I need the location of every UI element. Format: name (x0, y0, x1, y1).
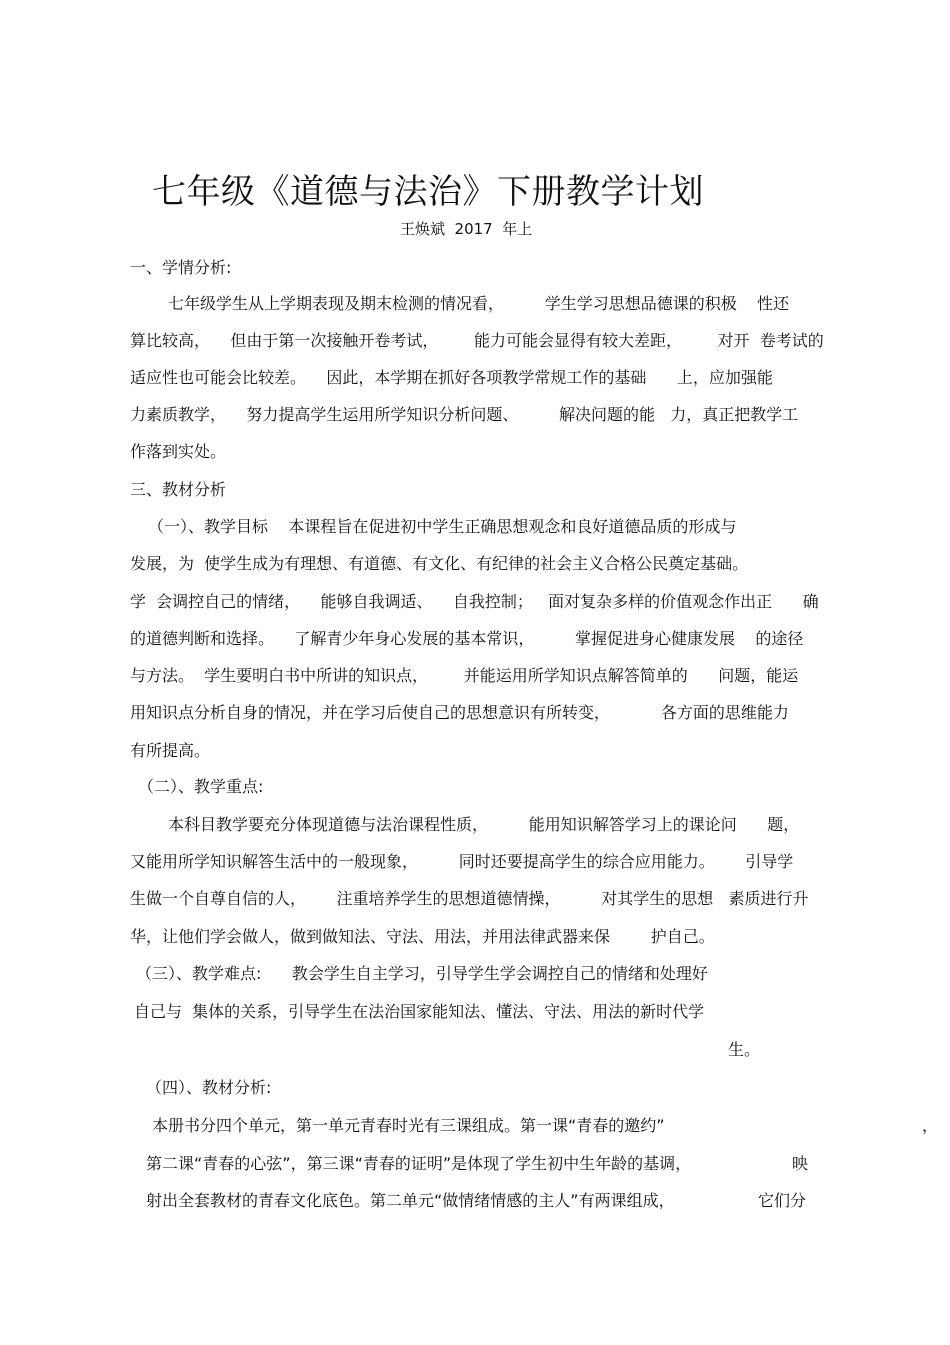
paragraph-line: 自己与 集体的关系，引导学生在法治国家能知法、懂法、守法、用法的新时代学 (134, 1002, 705, 1021)
paragraph-line: 华，让他们学会做人，做到做知法、守法、用法，并用法律武器来保 护自己。 (130, 927, 715, 946)
subsection-heading-analysis: （四）、教材分析: (146, 1078, 272, 1097)
paragraph-line-tail: ， (922, 1116, 939, 1135)
section-heading-textbook: 三、教材分析 (130, 480, 227, 499)
paragraph-line-tail: 映 (792, 1154, 809, 1173)
paragraph-line: 的道德判断和选择。 了解青少年身心发展的基本常识， 掌握促进身心健康发展 的途径 (130, 629, 804, 648)
paragraph-line: 又能用所学知识解答生活中的一般现象， 同时还要提高学生的综合应用能力。 引导学 (130, 852, 794, 871)
author-line: 王焕斌 2017 年上 (400, 220, 533, 238)
paragraph-line: （一）、教学目标 本课程旨在促进初中学生正确思想观念和良好道德品质的形成与 (148, 517, 737, 536)
section-heading-learning: 一、学情分析: (130, 258, 232, 277)
paragraph-line: （三）、教学难点: 教会学生自主学习，引导学生学会调控自己的情绪和处理好 (136, 964, 708, 983)
paragraph-line: 七年级学生从上学期表现及期末检测的情况看， 学生学习思想品德课的积极 性还 (168, 294, 790, 313)
paragraph-line: 本科目教学要充分体现道德与法治课程性质， 能用知识解答学习上的课论问 题， (168, 815, 800, 834)
paragraph-line: 力素质教学， 努力提高学生运用所学知识分析问题、 解决问题的能 力，真正把教学工 (130, 405, 799, 424)
paragraph-line: 生做一个自尊自信的人， 注重培养学生的思想道德情操， 对其学生的思想 素质进行升 (130, 889, 809, 908)
paragraph-line: 发展，为 使学生成为有理想、有道德、有文化、有纪律的社会主义合格公民奠定基础。 (130, 554, 749, 573)
paragraph-line: 适应性也可能会比较差。 因此，本学期在抓好各项教学常规工作的基础 上，应加强能 (130, 368, 773, 387)
paragraph-line: 有所提高。 (130, 741, 211, 760)
paragraph-line: 作落到实处。 (130, 442, 227, 461)
paragraph-line: 与方法。 学生要明白书中所讲的知识点， 并能运用所学知识点解答简单的 问题，能运 (130, 666, 799, 685)
paragraph-line: 学 会调控自己的情绪， 能够自我调适、 自我控制； 面对复杂多样的价值观念作出正 确 (130, 592, 819, 611)
paragraph-line: 算比较高， 但由于第一次接触开卷考试， 能力可能会显得有较大差距， 对开 卷考试的 (130, 331, 824, 350)
paragraph-line: 生。 (728, 1040, 761, 1059)
paragraph-line: 本册书分四个单元，第一单元青春时光有三课组成。第一课“青春的邀约” (152, 1116, 665, 1135)
subsection-heading-focus: （二）、教学重点: (138, 777, 264, 796)
page-title: 七年级《道德与法治》下册教学计划 (152, 172, 704, 212)
paragraph-line: 用知识点分析自身的情况，并在学习后使自己的思想意识有所转变， 各方面的思维能力 (130, 703, 789, 722)
paragraph-line: 射出全套教材的青春文化底色。第二单元“做情绪情感的主人”有两课组成， (146, 1191, 675, 1210)
paragraph-line-tail: 它们分 (758, 1191, 807, 1210)
paragraph-line: 第二课“青春的心弦”，第三课“青春的证明”是体现了学生初中生年龄的基调， (146, 1154, 692, 1173)
